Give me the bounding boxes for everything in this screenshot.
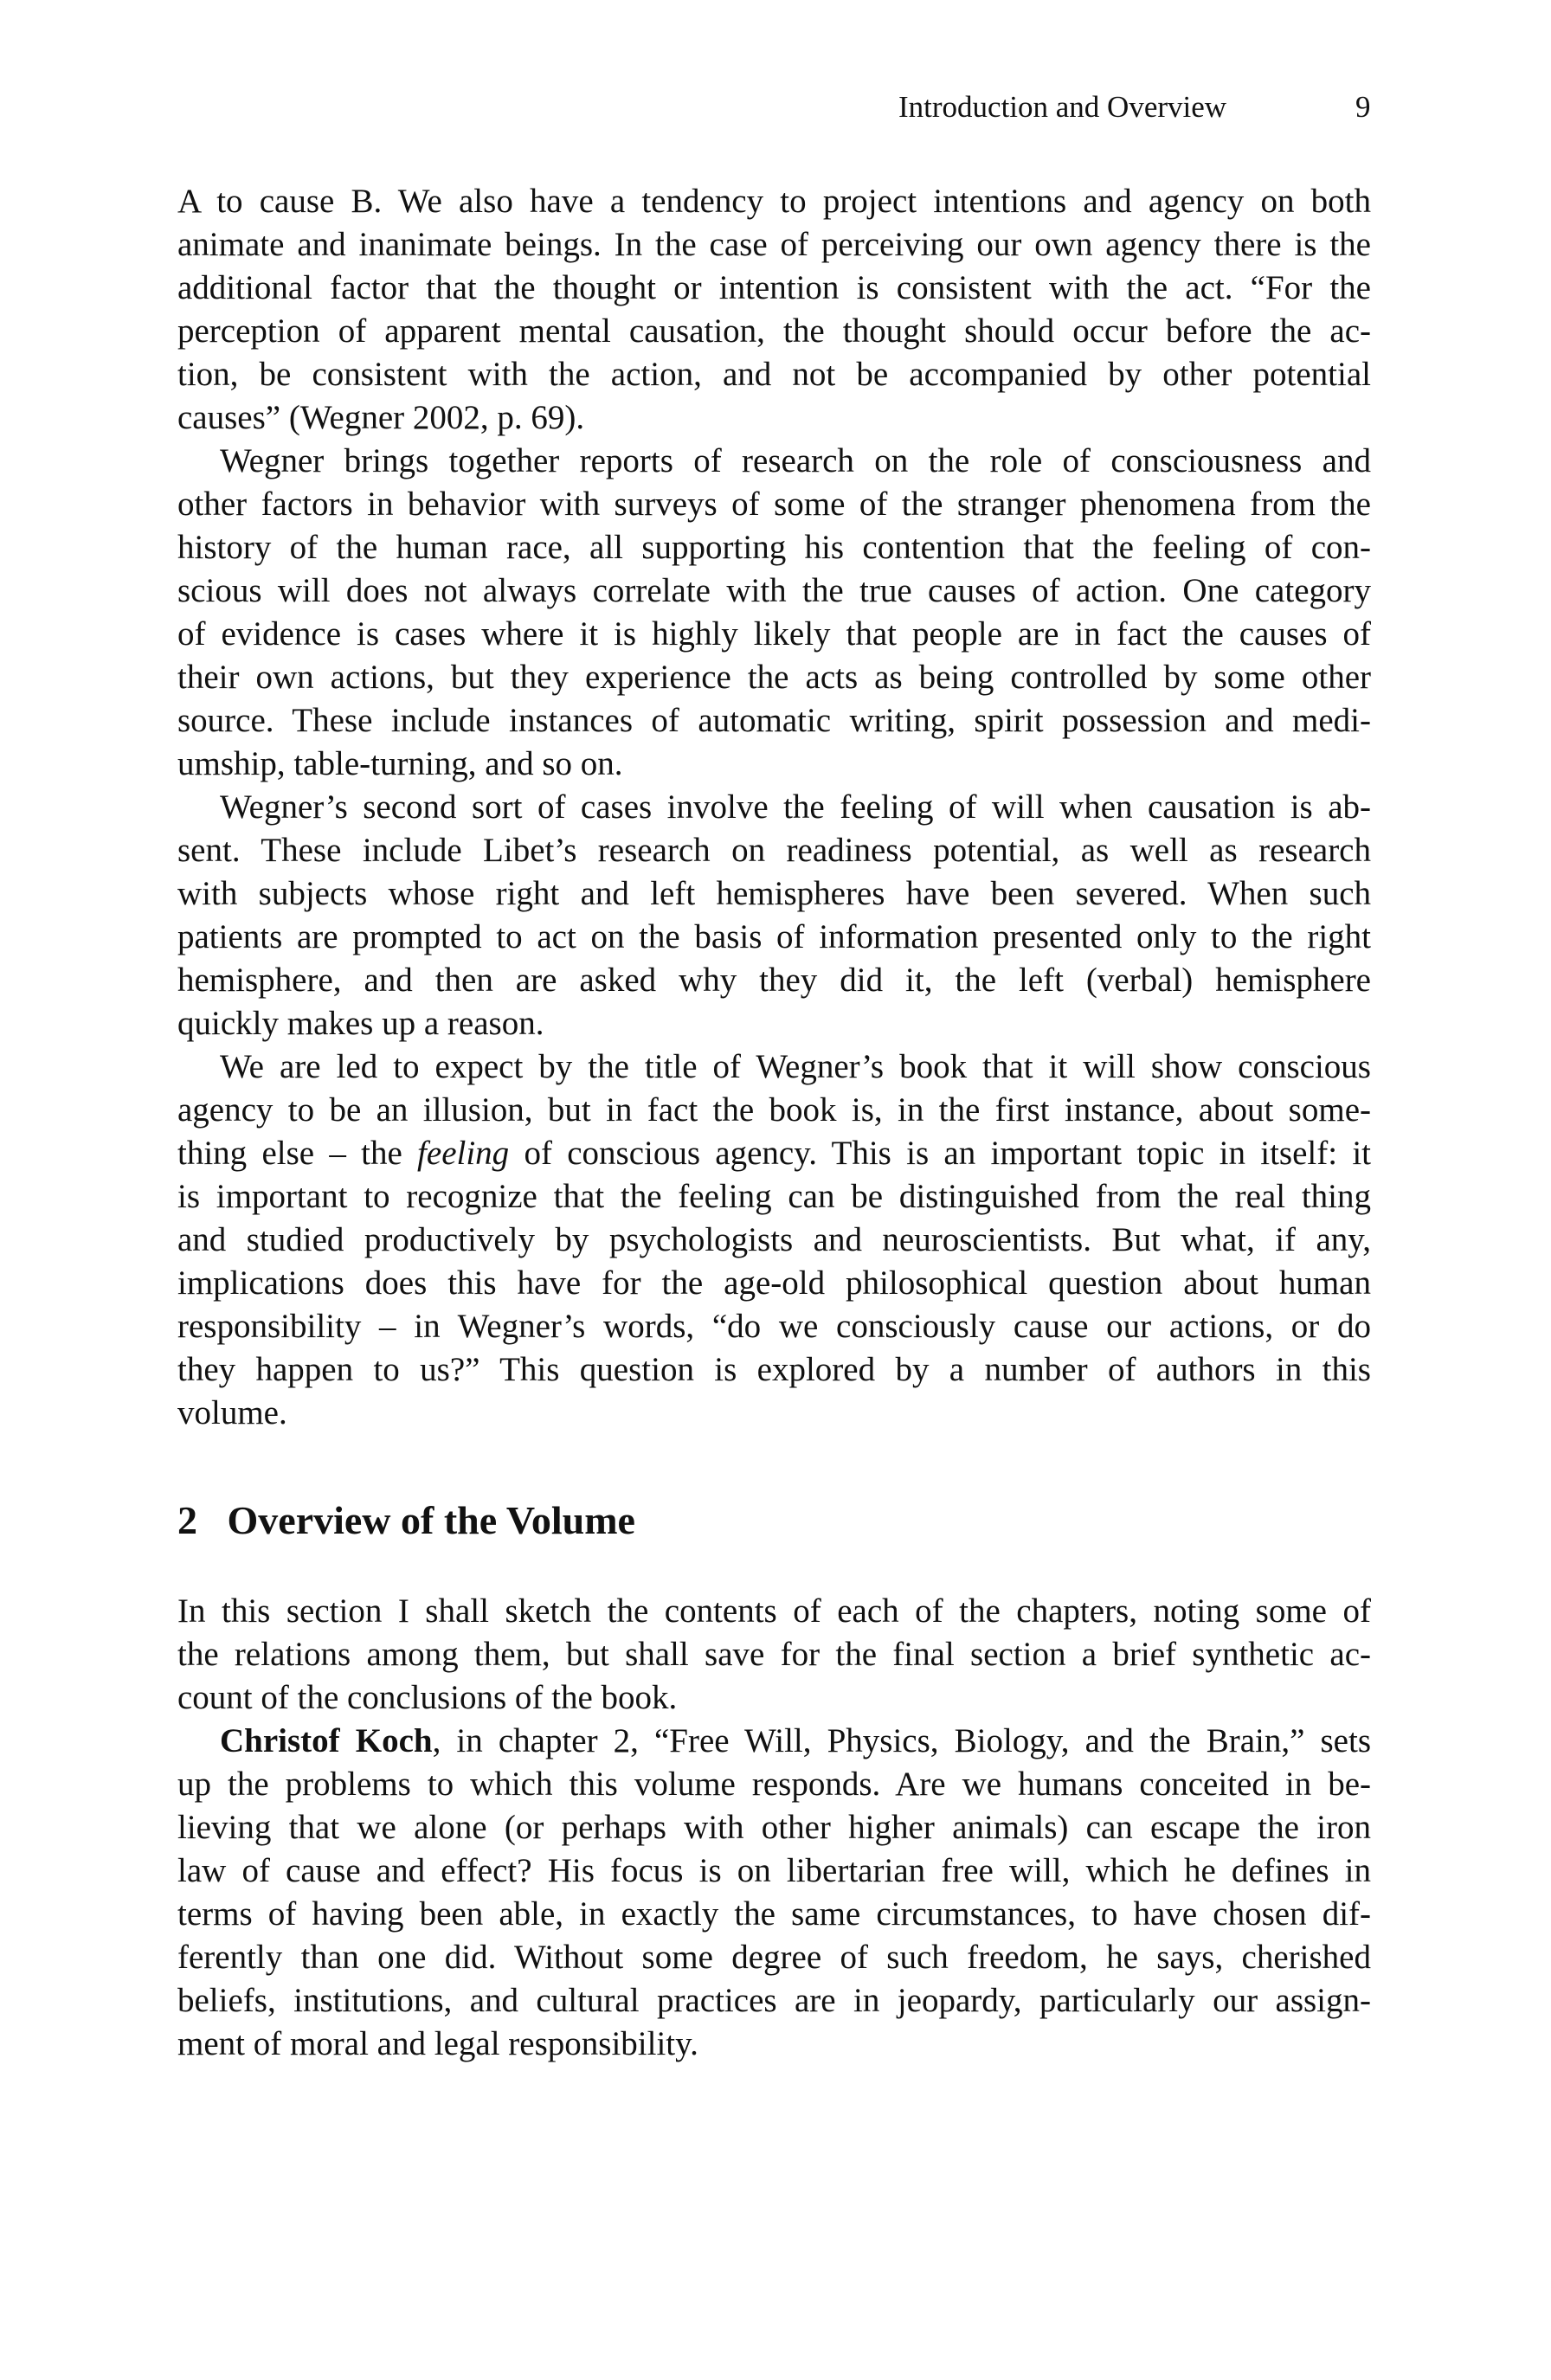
text-line: lieving that we alone (or perhaps with other higher animals) can escape the iron: [177, 1809, 1371, 1846]
section-number: 2: [177, 1498, 197, 1542]
body-text-block-2: [177, 1590, 1371, 2066]
text-line: animate and inanimate beings. In the case of perceiving our own agency there is the: [177, 226, 1371, 263]
paragraph: [177, 1720, 1371, 2066]
text-line: ment of moral and legal responsibility.: [177, 2025, 698, 2062]
text-line: Wegner’s second sort of cases involve the feeling of will when causation is ab-: [220, 788, 1371, 826]
text-line: source. These include instances of automatic writing, spirit possession and medi-: [177, 702, 1371, 739]
text-line: count of the conclusions of the book.: [177, 1679, 678, 1716]
text-line: additional factor that the thought or intention is consistent with the act. “For the: [177, 269, 1371, 306]
text-line: ferently than one did. Without some degree of such freedom, he says, cherished: [177, 1939, 1371, 1976]
running-title: Introduction and Overview: [898, 90, 1227, 124]
text-line: agency to be an illusion, but in fact the book is, in the first instance, about some-: [177, 1091, 1371, 1129]
text-segment: , in chapter 2, “Free Will, Physics, Biology, and the Brain,” sets: [432, 1722, 1371, 1759]
section-heading: [177, 1496, 635, 1546]
body-text-block-1: [177, 180, 1371, 1435]
text-line: terms of having been able, in exactly the same circumstances, to have chosen dif-: [177, 1895, 1371, 1933]
text-line: causes” (Wegner 2002, p. 69).: [177, 399, 585, 436]
text-line: perception of apparent mental causation, the thought should occur before the ac-: [177, 312, 1371, 350]
emphasis: feeling: [417, 1135, 510, 1172]
text-line: volume.: [177, 1394, 287, 1431]
text-line: In this section I shall sketch the contents of each of the chapters, noting some of: [177, 1592, 1371, 1630]
text-line: implications does this have for the age-old philosophical question about human: [177, 1264, 1371, 1302]
text-line: patients are prompted to act on the basis of information presented only to the right: [177, 918, 1371, 955]
section-title: Overview of the Volume: [227, 1498, 635, 1542]
text-line: A to cause B. We also have a tendency to project intentions and agency on both: [177, 183, 1371, 220]
text-line: [177, 1132, 1371, 1175]
text-line: history of the human race, all supporting his contention that the feeling of con-: [177, 529, 1371, 566]
paragraph: [177, 1045, 1371, 1435]
text-line: Wegner brings together reports of research on the role of consciousness and: [220, 442, 1371, 479]
paragraph: [177, 180, 1371, 440]
text-line: scious will does not always correlate with the true causes of action. One category: [177, 572, 1371, 609]
text-segment: of conscious agency. This is an important topic in itself: it: [509, 1135, 1372, 1172]
paragraph: [177, 1590, 1371, 1720]
text-segment: thing else – the: [177, 1135, 418, 1172]
text-line: they happen to us?” This question is explored by a number of authors in this: [177, 1351, 1371, 1388]
page-number: 9: [1355, 90, 1371, 124]
text-line: sent. These include Libet’s research on readiness potential, as well as research: [177, 832, 1371, 869]
paragraph: [177, 440, 1371, 786]
text-line: and studied productively by psychologists and neuroscientists. But what, if any,: [177, 1221, 1371, 1258]
text-line: up the problems to which this volume responds. Are we humans conceited in be-: [177, 1766, 1371, 1803]
text-line: [177, 1720, 1371, 1763]
text-line: their own actions, but they experience the acts as being controlled by some other: [177, 659, 1371, 696]
text-line: quickly makes up a reason.: [177, 1005, 544, 1042]
text-line: beliefs, institutions, and cultural practices are in jeopardy, particularly our assign-: [177, 1982, 1371, 2019]
text-line: umship, table-turning, and so on.: [177, 745, 623, 782]
text-line: law of cause and effect? His focus is on libertarian free will, which he defines in: [177, 1852, 1371, 1889]
text-line: responsibility – in Wegner’s words, “do we consciously cause our actions, or do: [177, 1308, 1371, 1345]
text-line: the relations among them, but shall save for the final section a brief synthetic ac-: [177, 1636, 1371, 1673]
text-line: is important to recognize that the feeling can be distinguished from the real thing: [177, 1178, 1371, 1215]
text-line: of evidence is cases where it is highly likely that people are in fact the causes of: [177, 615, 1371, 653]
text-line: hemisphere, and then are asked why they did it, the left (verbal) hemisphere: [177, 962, 1371, 999]
author-name: Christof Koch: [220, 1722, 433, 1759]
text-line: with subjects whose right and left hemispheres have been severed. When such: [177, 875, 1371, 912]
text-line: tion, be consistent with the action, and not be accompanied by other potential: [177, 356, 1371, 393]
paragraph: [177, 786, 1371, 1045]
text-line: We are led to expect by the title of Wegner’s book that it will show conscious: [220, 1048, 1371, 1085]
text-line: other factors in behavior with surveys of some of the stranger phenomena from the: [177, 486, 1371, 523]
